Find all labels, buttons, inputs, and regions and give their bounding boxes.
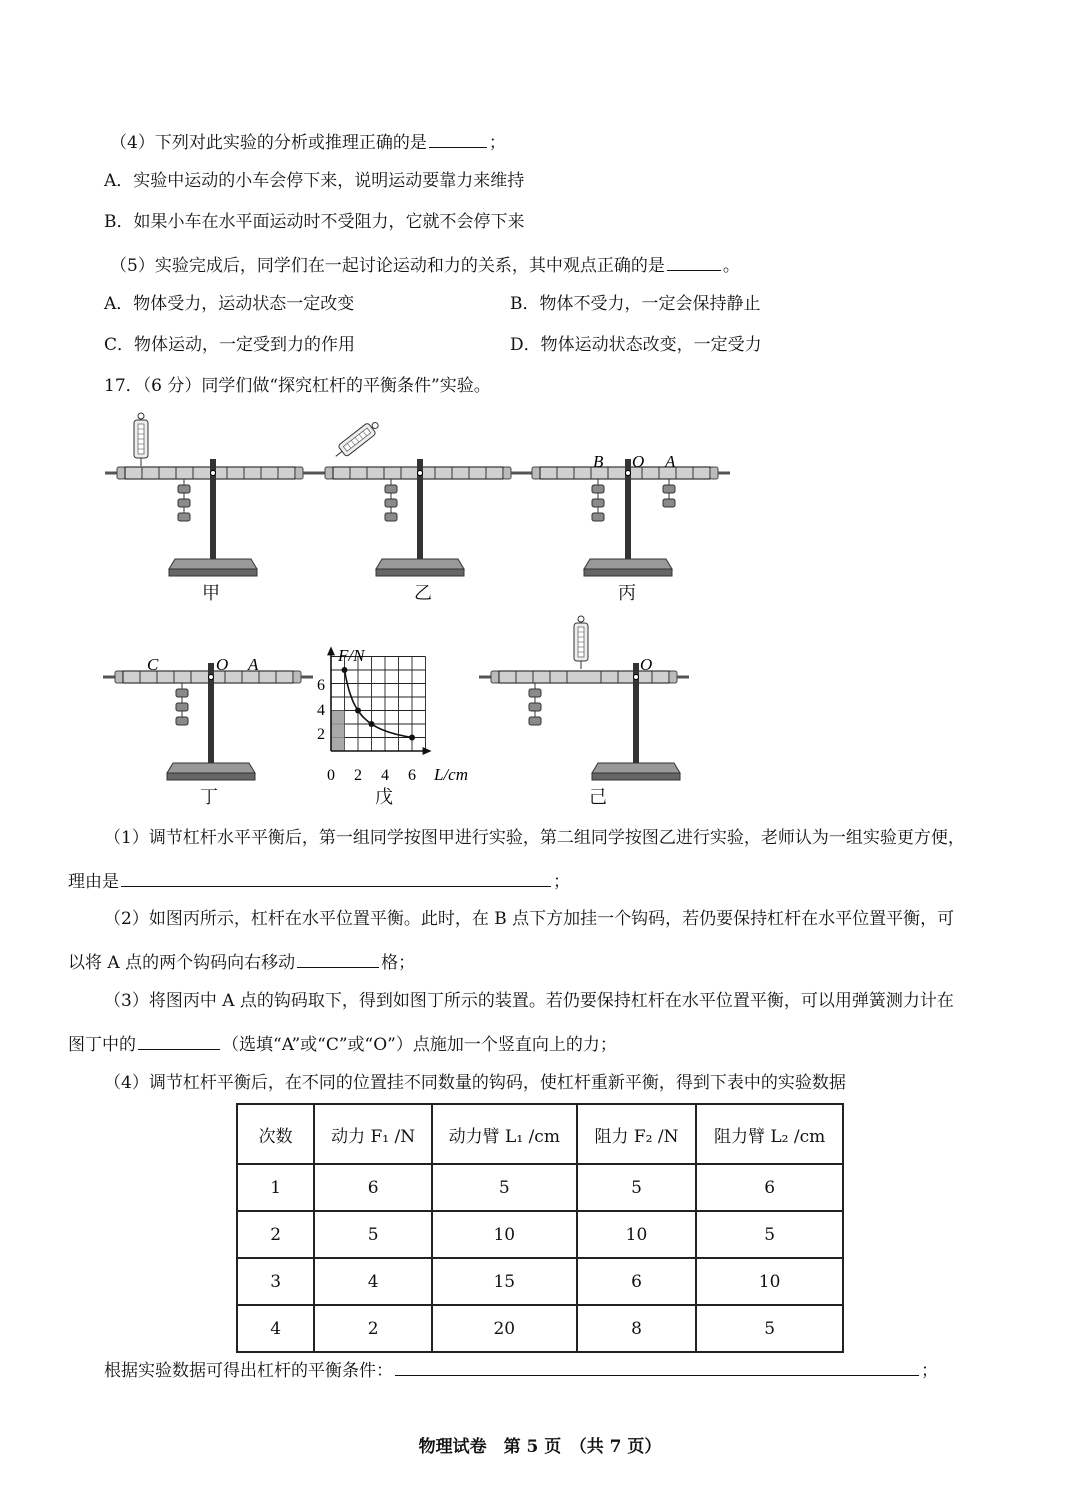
table-cell: 4	[237, 1305, 314, 1352]
table-header: 阻力 F₂ /N	[577, 1104, 697, 1164]
point-o-label: O	[640, 655, 653, 674]
q17-4-line: （4）调节杠杆平衡后，在不同的位置挂不同数量的钩码，使杠杆重新平衡，得到下表中的实验数据	[104, 1073, 846, 1093]
table-header: 阻力臂 L₂ /cm	[696, 1104, 843, 1164]
figure-yi	[313, 418, 523, 576]
q16-5-option-b: B．物体不受力，一定会保持静止	[510, 294, 761, 314]
figure-jia	[105, 413, 315, 576]
table-cell: 5	[314, 1211, 432, 1258]
table-row	[237, 1258, 843, 1305]
q17-3-line2: 图丁中的 （选填“A”或“C”或“O”）点施加一个竖直向上的力；	[68, 1031, 617, 1056]
q16-4-option-b: B．如果小车在水平面运动时不受阻力，它就不会停下来	[104, 212, 525, 232]
figure-label-jia: 甲	[202, 583, 220, 604]
table-cell: 20	[432, 1305, 577, 1352]
shaded-area	[331, 711, 345, 752]
point-a-label: A	[665, 452, 676, 471]
figure-label-wu: 戊	[375, 787, 393, 808]
table-row	[237, 1305, 843, 1352]
point-o-label: O	[216, 655, 229, 674]
table-cell: 15	[432, 1258, 577, 1305]
figure-label-ding: 丁	[200, 787, 218, 808]
x-axis-arrow	[423, 747, 432, 755]
table-cell: 2	[314, 1305, 432, 1352]
q16-5-option-a: A．物体受力，运动状态一定改变	[104, 294, 355, 314]
q17-2-line2: 以将 A 点的两个钩码向右移动 格；	[68, 949, 415, 974]
table-header: 次数	[237, 1104, 314, 1164]
answer-blank[interactable]	[395, 1357, 919, 1376]
x-tick-0: 0	[327, 767, 335, 784]
figure-ding	[103, 663, 313, 780]
table-header: 动力臂 L₁ /cm	[432, 1104, 577, 1164]
table-row	[237, 1164, 843, 1211]
point-b-label: B	[593, 452, 604, 471]
figure-label-bing: 丙	[618, 583, 636, 604]
table-cell: 2	[237, 1211, 314, 1258]
page-footer: 物理试卷 第 5 页 （共 7 页）	[418, 1437, 662, 1457]
q17-title: 17．（6 分）同学们做“探究杠杆的平衡条件”实验。	[104, 376, 491, 396]
force-arm-graph	[317, 646, 468, 784]
x-axis-label: L/cm	[434, 765, 468, 784]
table-cell: 3	[237, 1258, 314, 1305]
point-c-label: C	[147, 655, 159, 674]
q17-1-line1: （1）调节杠杆水平平衡后，第一组同学按图甲进行实验，第二组同学按图乙进行实验，老师认为一组实验更方便，	[104, 828, 965, 848]
q16-4-option-a: A．实验中运动的小车会停下来，说明运动要靠力来维持	[104, 171, 525, 191]
table-cell: 4	[314, 1258, 432, 1305]
table-cell: 1	[237, 1164, 314, 1211]
table-cell: 5	[696, 1305, 843, 1352]
y-tick-2: 2	[317, 726, 325, 743]
point-a-label: A	[248, 655, 259, 674]
q16-5-option-d: D．物体运动状态改变，一定受力	[510, 335, 762, 355]
figure-ji	[479, 616, 689, 780]
table-cell: 6	[577, 1258, 697, 1305]
x-tick-2: 2	[354, 767, 362, 784]
table-cell: 10	[432, 1211, 577, 1258]
figure-label-yi: 乙	[414, 583, 432, 604]
inverse-curve	[345, 670, 413, 738]
data-table	[236, 1103, 844, 1353]
q17-2-line1: （2）如图丙所示，杠杆在水平位置平衡。此时，在 B 点下方加挂一个钩码，若仍要保持杠杆在水平位置平衡，可	[104, 909, 955, 929]
data-point	[342, 667, 348, 673]
table-cell: 6	[314, 1164, 432, 1211]
table-cell: 5	[432, 1164, 577, 1211]
figure-bing	[520, 459, 730, 576]
table-row	[237, 1211, 843, 1258]
table-cell: 8	[577, 1305, 697, 1352]
answer-blank[interactable]	[121, 868, 551, 887]
figure-label-ji: 己	[589, 787, 607, 808]
q17-conclusion: 根据实验数据可得出杠杆的平衡条件： ；	[104, 1357, 938, 1382]
data-point	[409, 735, 415, 741]
q16-4-stem: （4）下列对此实验的分析或推理正确的是 ；	[110, 129, 506, 154]
answer-blank[interactable]	[138, 1031, 220, 1050]
table-cell: 10	[577, 1211, 697, 1258]
q17-3-line1: （3）将图丙中 A 点的钩码取下，得到如图丁所示的装置。若仍要保持杠杆在水平位置平衡，可以用弹簧测力计在	[104, 991, 954, 1011]
q16-5-option-c: C．物体运动，一定受到力的作用	[104, 335, 356, 355]
table-cell: 6	[696, 1164, 843, 1211]
data-point	[369, 721, 375, 727]
table-cell: 5	[696, 1211, 843, 1258]
table-cell: 5	[577, 1164, 697, 1211]
table-header-row	[237, 1104, 843, 1164]
table-cell: 10	[696, 1258, 843, 1305]
x-tick-6: 6	[408, 767, 416, 784]
q17-1-line2: 理由是 ；	[68, 868, 570, 893]
table-header: 动力 F₁ /N	[314, 1104, 432, 1164]
y-tick-6: 6	[317, 677, 325, 694]
graph-points	[342, 667, 416, 741]
y-axis-arrow	[327, 646, 335, 655]
y-tick-4: 4	[317, 702, 325, 719]
y-axis-label: F/N	[338, 646, 365, 665]
x-tick-4: 4	[381, 767, 389, 784]
data-point	[355, 708, 361, 714]
q16-5-stem: （5）实验完成后，同学们在一起讨论运动和力的关系，其中观点正确的是 。	[110, 252, 740, 277]
point-o-label: O	[632, 452, 645, 471]
answer-blank[interactable]	[297, 949, 379, 968]
